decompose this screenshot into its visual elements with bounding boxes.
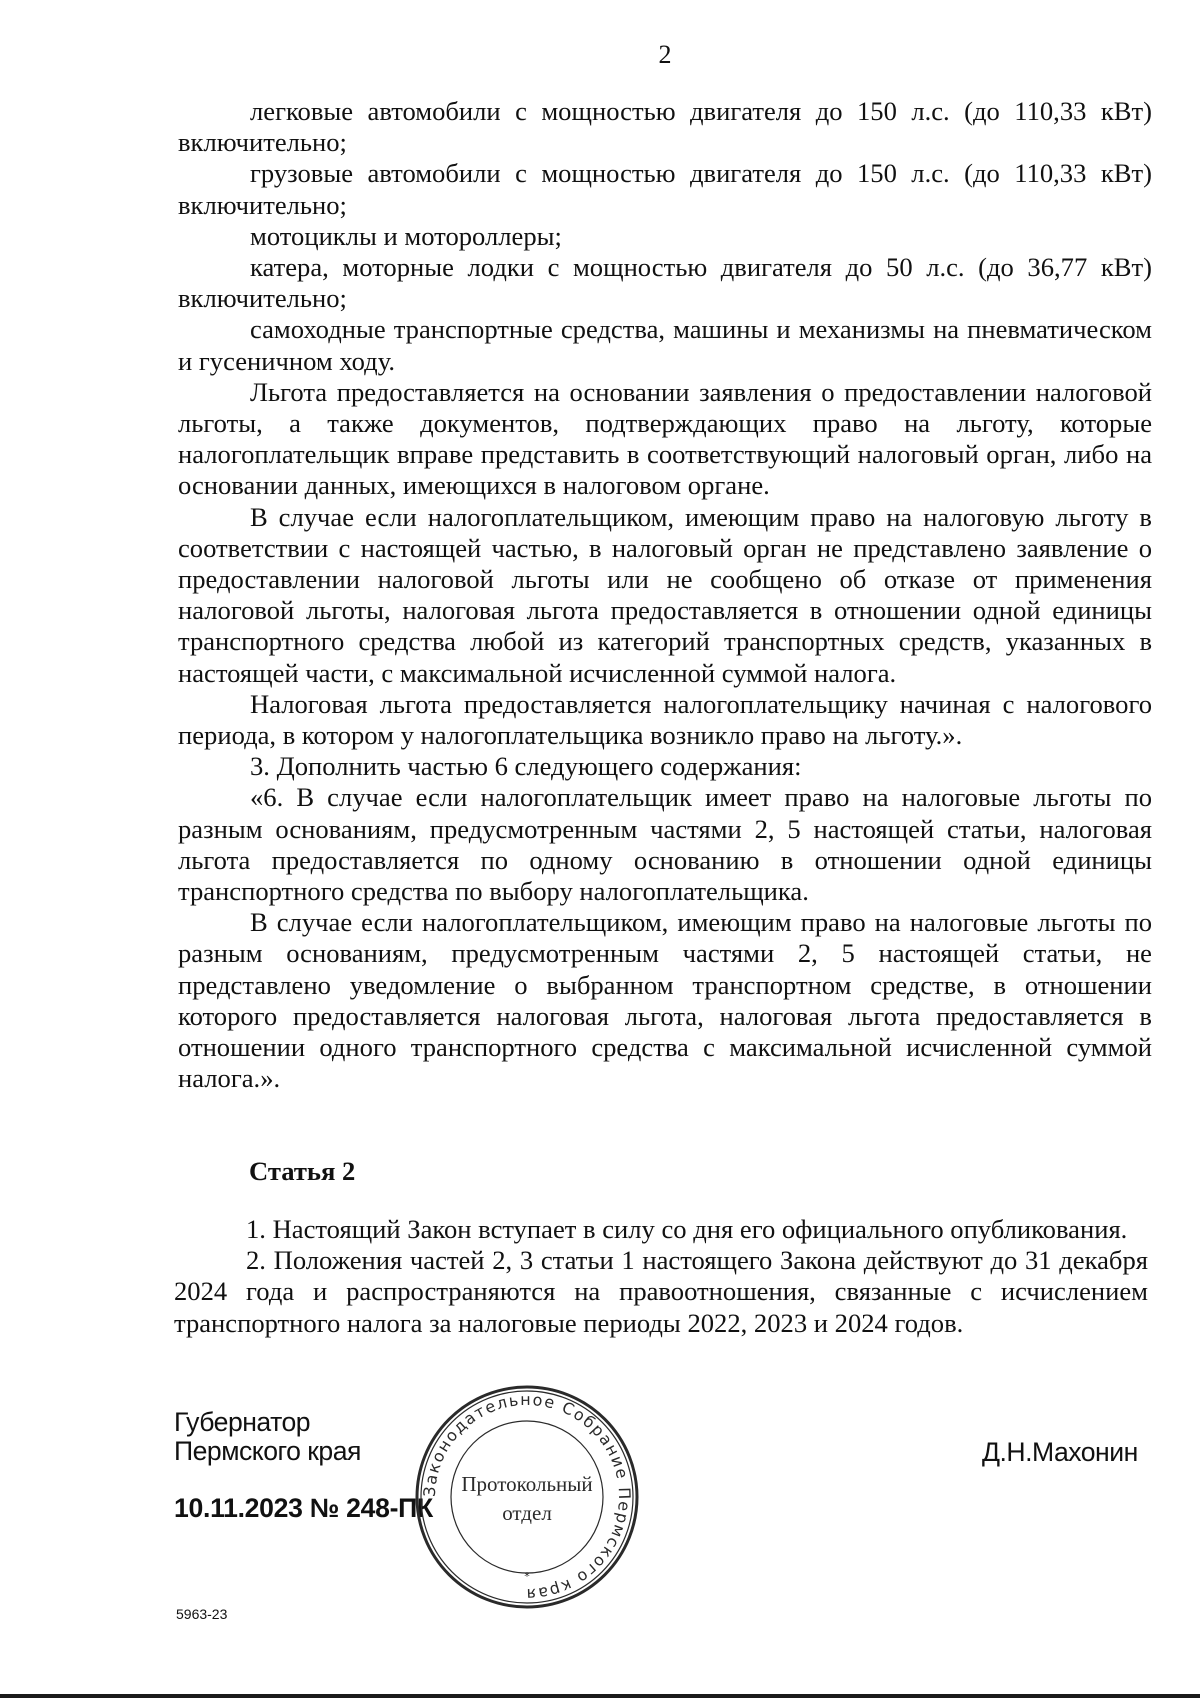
paragraph: Налоговая льгота предоставляется налогоплательщику начиная с налогового периода, в котором у налогоплательщика возникло право на льготу.».: [178, 688, 1152, 751]
paragraph: самоходные транспортные средства, машины и механизмы на пневматическом и гусеничном ходу.: [178, 314, 1152, 376]
seal-center-line: отдел: [502, 1501, 552, 1525]
paragraph: мотоциклы и мотороллеры;: [250, 220, 562, 251]
seal-star-icon: *: [524, 1570, 530, 1583]
paragraph: легковые автомобили с мощностью двигателя до 150 л.с. (до 110,33 кВт) включительно;: [178, 96, 1152, 158]
article1-body: [178, 96, 1152, 1095]
signatory-title-line: Пермского края: [174, 1436, 361, 1466]
article2-body: [174, 1214, 1148, 1339]
seal-ring-text: Законодательное Собрание Пермского края: [419, 1389, 635, 1605]
law-date-number: 10.11.2023 № 248-ПК: [174, 1493, 433, 1523]
seal-center-line: Протокольный: [461, 1472, 593, 1496]
paragraph: 2. Положения частей 2, 3 статьи 1 настоящего Закона действуют до 31 декабря 2024 года и распространяются на правоотношения, связанные с исчислением транспортного налога за налоговые периоды 2022, 2023 и 2024 годов.: [174, 1245, 1148, 1338]
paragraph: 1. Настоящий Закон вступает в силу со дня его официального опубликования.: [246, 1214, 1128, 1244]
paragraph: катера, моторные лодки с мощностью двигателя до 50 л.с. (до 36,77 кВт) включительно;: [178, 252, 1152, 314]
document-code: 5963-23: [176, 1606, 228, 1622]
signatory-name: Д.Н.Махонин: [982, 1437, 1138, 1467]
paragraph: грузовые автомобили с мощностью двигателя до 150 л.с. (до 110,33 кВт) включительно;: [178, 158, 1152, 220]
scan-bottom-edge: [0, 1694, 1200, 1698]
paragraph: В случае если налогоплательщиком, имеющим право на налоговую льготу в соответствии с настоящей частью, в налоговый орган не представлено заявление о предоставлении налоговой льготы или не сообщено об отказе от применения налоговой льготы, налоговая льгота предоставляется в отношении одной единицы транспортного средства любой из категорий транспортных средств, указанных в настоящей части, с максимальной исчисленной суммой налога.: [178, 501, 1152, 688]
page-number: 2: [658, 40, 672, 69]
signatory-title-line: Губернатор: [174, 1407, 311, 1437]
official-seal-stamp: [414, 1384, 640, 1610]
signatory-title: [174, 1408, 361, 1466]
paragraph: «6. В случае если налогоплательщик имеет право на налоговые льготы по разным основаниям, предусмотренным частями 2, 5 настоящей статьи, налоговая льгота предоставляется по одному основанию в отношении одной единицы транспортного средства по выбору налогоплательщика.: [178, 782, 1152, 907]
article2-heading: Статья 2: [249, 1156, 356, 1186]
paragraph: В случае если налогоплательщиком, имеющим право на налоговые льготы по разным основаниям, предусмотренным частями 2, 5 настоящей статьи, не представлено уведомление о выбранном транспортном средстве, в отношении которого предоставляется налоговая льгота, налоговая льгота предоставляется в отношении одного транспортного средства с максимальной исчисленной суммой налога.».: [178, 907, 1152, 1094]
paragraph: 3. Дополнить частью 6 следующего содержания:: [250, 751, 802, 782]
paragraph: Льгота предоставляется на основании заявления о предоставлении налоговой льготы, а также документов, подтверждающих право на льготу, которые налогоплательщик вправе представить в соответствующий налоговый орган, либо на основании данных, имеющихся в налоговом органе.: [178, 376, 1152, 501]
